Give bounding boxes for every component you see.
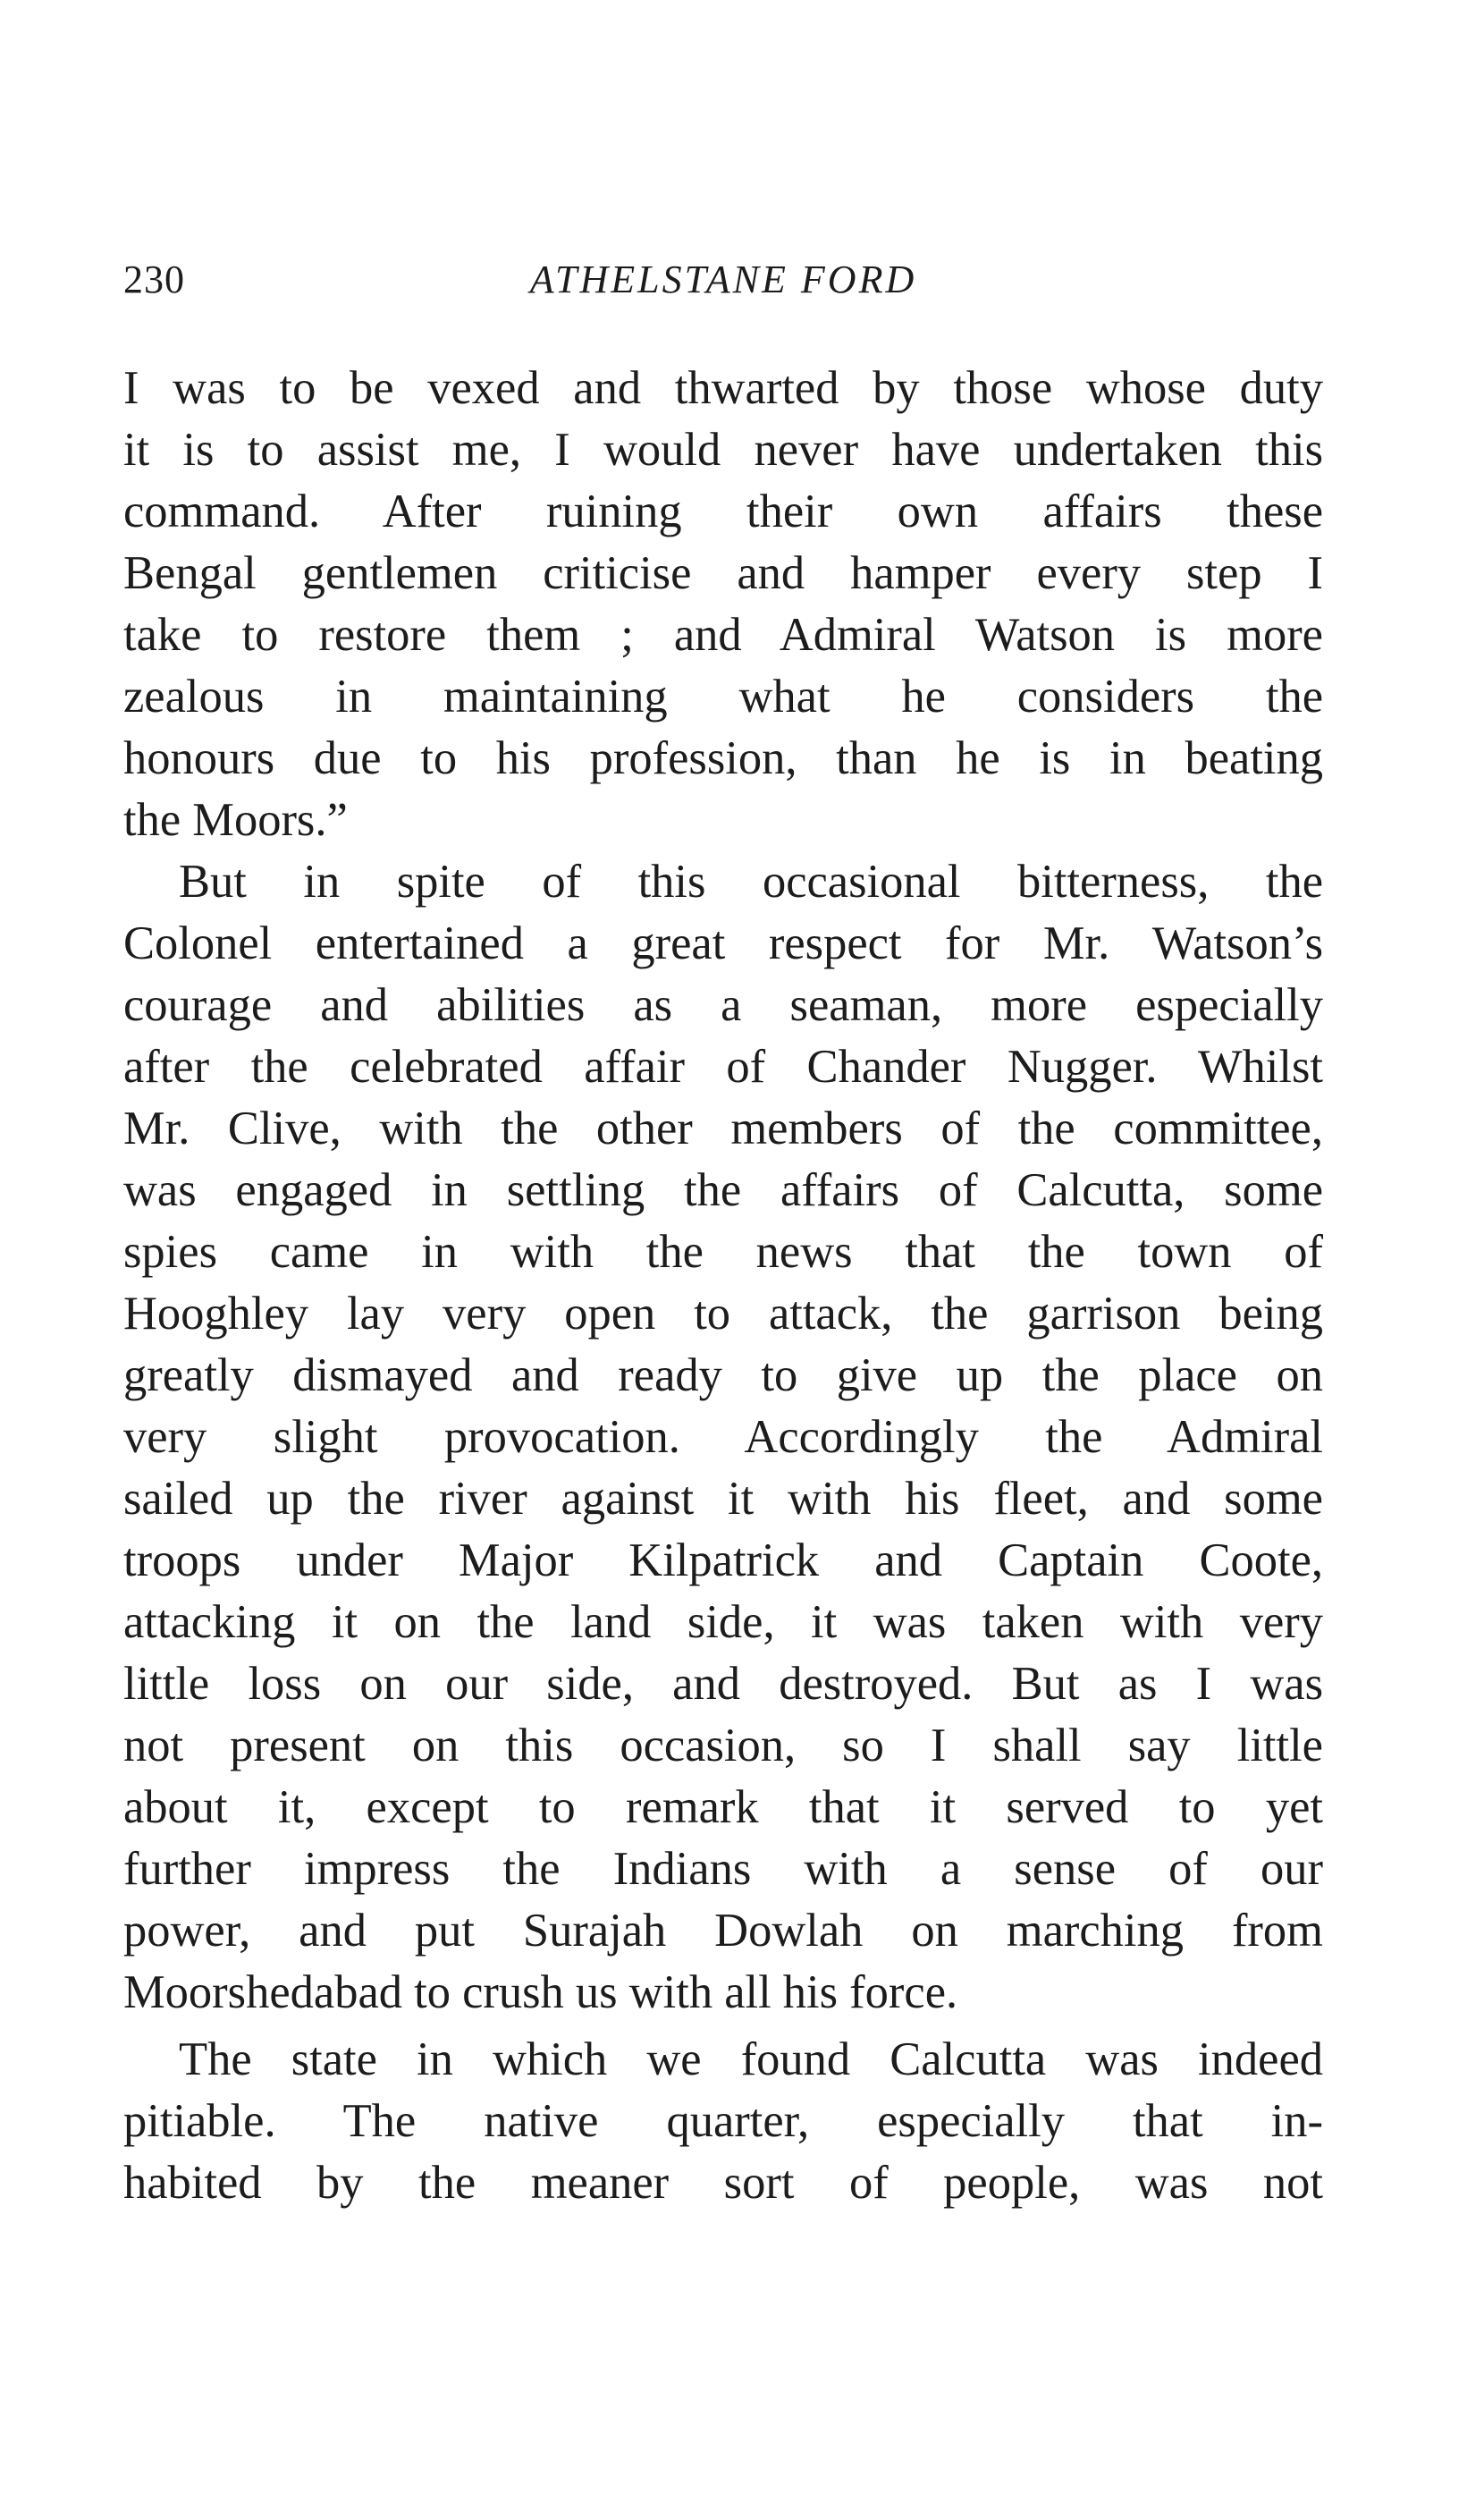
text-line: I was to be vexed and thwarted by those whose duty [123,362,1323,414]
text-line: Hooghley lay very open to attack, the garrison being [123,1288,1323,1340]
text-line: it is to assist me, I would never have undertaken this [123,424,1323,476]
text-line: zealous in maintaining what he considers the [123,671,1323,723]
text-line: sailed up the river against it with his fleet, and some [123,1473,1323,1525]
text-line: command. After ruining their own affairs these [123,486,1323,537]
text-line: But in spite of this occasional bitterness, the [179,856,1323,908]
text-line: honours due to his profession, than he is in beating [123,732,1323,784]
paragraph-3 [123,2029,1323,2214]
running-title: ATHELSTANE FORD [529,258,917,301]
text-line: not present on this occasion, so I shall say little [123,1720,1323,1771]
text-line: attacking it on the land side, it was taken with very [123,1596,1323,1648]
text-line: troops under Major Kilpatrick and Captain Coote, [123,1534,1323,1586]
text-line: power, and put Surajah Dowlah on marching from [123,1905,1323,1957]
text-line: the Moors.” [123,794,348,846]
text-line: pitiable. The native quarter, especially that in- [123,2095,1323,2147]
text-line: greatly dismayed and ready to give up the place on [123,1349,1323,1401]
text-line: courage and abilities as a seaman, more especially [123,979,1323,1031]
text-line: spies came in with the news that the town of [123,1226,1323,1278]
text-line: The state in which we found Calcutta was indeed [179,2033,1323,2085]
text-line: was engaged in settling the affairs of Calcutta, some [123,1164,1323,1216]
text-line: after the celebrated affair of Chander Nugger. Whilst [123,1041,1323,1093]
text-line: about it, except to remark that it served to yet [123,1781,1323,1833]
text-line: habited by the meaner sort of people, was not [123,2157,1323,2209]
page-number: 230 [123,258,185,301]
text-line: Moorshedabad to crush us with all his force. [123,1966,958,2018]
text-line: very slight provocation. Accordingly the Admiral [123,1411,1323,1463]
paragraph-2 [123,851,1323,2024]
text-line: Mr. Clive, with the other members of the committee, [123,1103,1323,1154]
text-line: little loss on our side, and destroyed. But as I was [123,1658,1323,1710]
text-line: Bengal gentlemen criticise and hamper every step I [123,547,1323,599]
text-line: Colonel entertained a great respect for Mr. Watson’s [123,917,1323,969]
body-text [123,358,1323,2214]
page-header [123,253,1323,307]
text-line: take to restore them ; and Admiral Watson is more [123,609,1323,661]
text-line: further impress the Indians with a sense of our [123,1843,1323,1895]
paragraph-1 [123,358,1323,851]
